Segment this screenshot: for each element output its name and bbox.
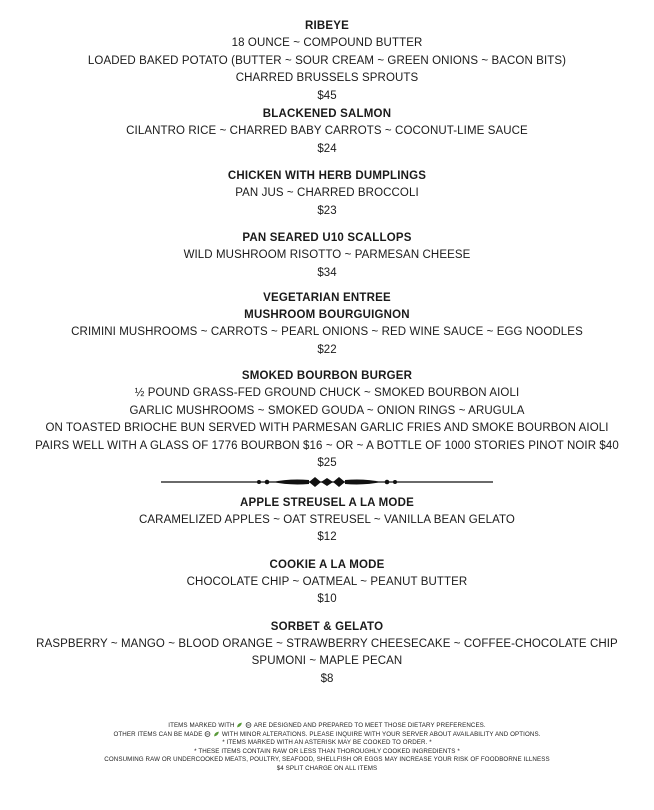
- menu-item-apple-streusel: [0, 495, 654, 547]
- item-price: $34: [317, 266, 337, 279]
- item-name: MUSHROOM BOURGUIGNON: [244, 309, 410, 321]
- footnote-line: CONSUMING RAW OR UNDERCOOKED MEATS, POULTRY, SEAFOOD, SHELLFISH OR EGGS MAY INCREASE YOUR RISK OF FOODBORNE ILLNESS: [104, 756, 550, 764]
- mains-section: [0, 18, 654, 473]
- item-description: CILANTRO RICE ~ CHARRED BABY CARROTS ~ COCONUT-LIME SAUCE: [126, 125, 528, 137]
- item-description: CHARRED BRUSSELS SPROUTS: [235, 72, 419, 84]
- item-name: CHICKEN WITH HERB DUMPLINGS: [227, 170, 427, 182]
- item-description: ½ POUND GRASS-FED GROUND CHUCK ~ SMOKED BOURBON AIOLI: [134, 387, 520, 399]
- menu-item-cookie: [0, 557, 654, 609]
- item-price: $23: [317, 204, 337, 217]
- footnote-line: $4 SPLIT CHARGE ON ALL ITEMS: [276, 764, 378, 772]
- item-name: PAN SEARED U10 SCALLOPS: [242, 232, 412, 244]
- menu-item-salmon: [0, 106, 654, 158]
- item-name: APPLE STREUSEL A LA MODE: [240, 496, 414, 509]
- menu-item-sorbet: [0, 619, 654, 689]
- item-description: RASPBERRY ~ MANGO ~ BLOOD ORANGE ~ STRAWBERRY CHEESECAKE ~ COFFEE-CHOCOLATE CHIP: [36, 637, 618, 650]
- section-heading: VEGETARIAN ENTREE: [263, 292, 391, 304]
- footnote-line: OTHER ITEMS CAN BE MADE WITH MINOR ALTERATIONS. PLEASE INQUIRE WITH YOUR SERVER ABOUT AVAILABILITY AND OPTIONS.: [113, 730, 541, 738]
- item-name: RIBEYE: [304, 20, 350, 32]
- item-description: 18 OUNCE ~ COMPOUND BUTTER: [231, 37, 423, 49]
- item-name: SORBET & GELATO: [270, 620, 384, 633]
- item-name: COOKIE A LA MODE: [269, 558, 385, 571]
- item-description: GARLIC MUSHROOMS ~ SMOKED GOUDA ~ ONION RINGS ~ ARUGULA: [129, 404, 525, 417]
- item-description: SPUMONI ~ MAPLE PECAN: [251, 655, 403, 667]
- item-description: PAIRS WELL WITH A GLASS OF 1776 BOURBON $16 ~ OR ~ A BOTTLE OF 1000 STORIES PINOT NOIR $40: [35, 439, 619, 452]
- item-name: BLACKENED SALMON: [262, 108, 392, 120]
- item-description: WILD MUSHROOM RISOTTO ~ PARMESAN CHEESE: [183, 249, 471, 261]
- item-price: $22: [317, 343, 337, 356]
- menu-item-burger: [0, 368, 654, 473]
- item-price: $45: [317, 89, 337, 102]
- ornamental-divider: [159, 475, 495, 489]
- menu: [0, 18, 654, 688]
- item-price: $24: [317, 142, 337, 155]
- item-price: $8: [320, 672, 334, 685]
- footnote-line: * ITEMS MARKED WITH AN ASTERISK MAY BE COOKED TO ORDER. *: [222, 739, 432, 747]
- item-description: CARAMELIZED APPLES ~ OAT STREUSEL ~ VANILLA BEAN GELATO: [139, 513, 515, 526]
- item-description: ON TOASTED BRIOCHE BUN SERVED WITH PARMESAN GARLIC FRIES AND SMOKE BOURBON AIOLI: [45, 422, 609, 434]
- item-name: SMOKED BOURBON BURGER: [241, 370, 413, 382]
- menu-item-ribeye: [0, 18, 654, 105]
- item-description: PAN JUS ~ CHARRED BROCCOLI: [235, 187, 419, 199]
- vegan-leaf-icon: [236, 722, 243, 728]
- item-price: $10: [317, 593, 337, 605]
- item-description: CRIMINI MUSHROOMS ~ CARROTS ~ PEARL ONIONS ~ RED WINE SAUCE ~ EGG NOODLES: [71, 326, 583, 338]
- menu-item-scallops: [0, 230, 654, 282]
- desserts-section: [0, 495, 654, 689]
- item-description: CHOCOLATE CHIP ~ OATMEAL ~ PEANUT BUTTER: [186, 575, 468, 588]
- dietary-footnotes: [0, 722, 654, 774]
- item-price: $12: [317, 531, 337, 543]
- menu-item-bourguignon: [0, 290, 654, 359]
- menu-item-chicken: [0, 168, 654, 220]
- item-price: $25: [317, 457, 337, 469]
- item-description: LOADED BAKED POTATO (BUTTER ~ SOUR CREAM ~ GREEN ONIONS ~ BACON BITS): [87, 54, 567, 67]
- vegan-leaf-icon: [213, 731, 220, 737]
- footnote-line: ITEMS MARKED WITH ARE DESIGNED AND PREPARED TO MEET THOSE DIETARY PREFERENCES.: [168, 722, 486, 729]
- gluten-free-icon: [204, 731, 211, 737]
- footnote-line: * THESE ITEMS CONTAIN RAW OR LESS THAN THOROUGHLY COOKED INGREDIENTS *: [194, 747, 460, 755]
- gluten-free-icon: [245, 722, 252, 728]
